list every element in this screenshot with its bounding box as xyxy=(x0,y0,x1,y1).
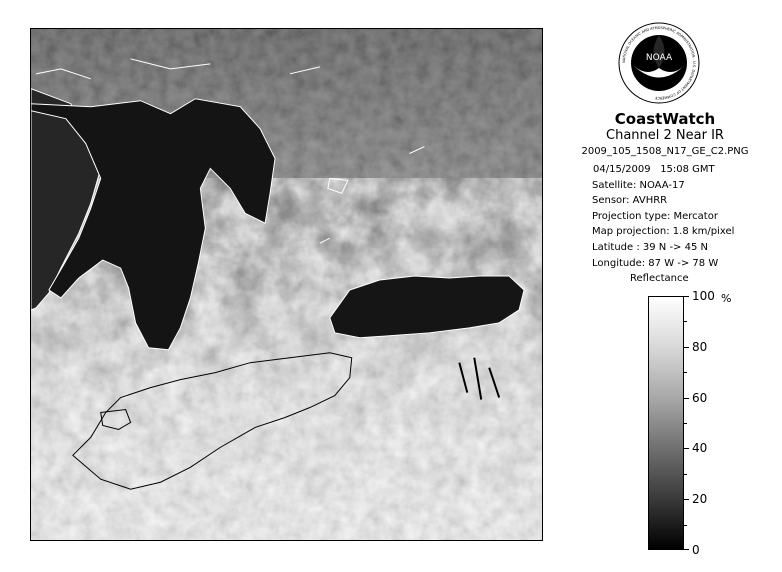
reflectance-color-bar xyxy=(648,296,684,550)
scale-tick-label: 60 xyxy=(692,390,708,405)
scale-minor-tick xyxy=(684,372,687,373)
longitude-line: Longitude: 87 W -> 78 W xyxy=(592,257,719,269)
time-value: 15:08 GMT xyxy=(660,164,715,175)
scale-tick xyxy=(684,398,689,399)
latitude-line: Latitude : 39 N -> 45 N xyxy=(592,241,708,253)
map-projection-line: Map projection: 1.8 km/pixel xyxy=(592,226,735,238)
scale-minor-tick xyxy=(684,423,687,424)
scale-tick-label: 100 xyxy=(692,289,715,303)
sensor-line: Sensor: AVHRR xyxy=(592,195,668,207)
logo-text: NOAA xyxy=(645,53,673,63)
scale-minor-tick xyxy=(684,474,687,475)
channel-name: Channel 2 Near IR xyxy=(606,128,724,143)
scale-minor-tick xyxy=(684,525,687,526)
scale-tick-label: 80 xyxy=(692,339,708,354)
date-time-line xyxy=(592,162,734,178)
scale-tick-label: 0 xyxy=(692,543,700,557)
scale-tick-label: 40 xyxy=(692,441,708,456)
scale-minor-tick xyxy=(684,321,687,322)
scale-tick xyxy=(684,499,689,500)
projection-type-line: Projection type: Mercator xyxy=(592,210,718,222)
logo-ring-text: NATIONAL OCEANIC AND ATMOSPHERIC ADMINISTRATION · U.S. DEPARTMENT OF COMMERCE xyxy=(621,25,697,101)
metadata-block xyxy=(592,162,734,271)
scale-tick xyxy=(684,448,689,449)
scale-tick xyxy=(684,296,689,297)
scale-tick-label: 20 xyxy=(692,492,708,507)
scale-tick xyxy=(684,347,689,348)
scale-unit: % xyxy=(721,292,732,305)
scale-axis xyxy=(684,289,744,557)
satellite-line: Satellite: NOAA-17 xyxy=(592,179,685,191)
date-value: 04/15/2009 xyxy=(593,164,651,175)
file-name: 2009_105_1508_N17_GE_C2.PNG xyxy=(581,146,749,157)
scale-tick xyxy=(684,549,689,550)
program-title: CoastWatch xyxy=(614,110,716,128)
satellite-map xyxy=(30,28,543,541)
scale-title: Reflectance xyxy=(630,273,689,284)
noaa-logo xyxy=(618,22,700,104)
